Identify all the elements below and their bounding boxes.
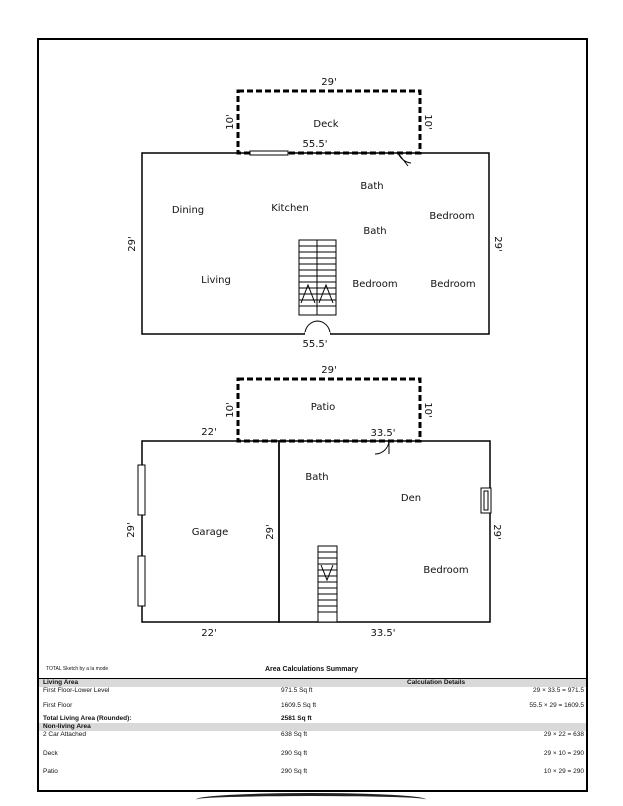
den-window [481,488,491,513]
row-calc: 29 × 33.5 = 971.5 [533,687,584,694]
room-label-deck: Deck [313,119,339,130]
sliding-door [250,151,288,155]
table-row [39,731,586,739]
lower-main-outline [279,441,490,622]
row-name: First Floor [43,702,73,709]
patio-width-dim: 29' [321,365,337,376]
nonliving-label: Non-living Area [43,723,91,730]
room-label-lower-bedroom: Bedroom [423,565,469,576]
garage-inner-depth-dim: 29' [265,524,276,540]
room-label-kitchen: Kitchen [271,203,309,214]
row-name: 2 Car Attached [43,731,86,738]
total-living-row [39,715,586,723]
garage-depth-dim: 29' [126,522,137,538]
room-label-dining: Dining [171,205,205,216]
row-area: 971.5 Sq ft [281,687,313,694]
deck-door-swing [398,153,411,166]
patio-door-swing [375,441,389,454]
living-area-header [39,678,586,687]
total-label: Total Living Area (Rounded): [43,715,132,722]
upper-right-depth-dim: 29' [492,236,503,252]
nonliving-area-header [39,723,586,731]
lower-bottom-width-dim: 33.5' [370,628,396,639]
room-label-lower-bath: Bath [305,472,329,483]
table-row [39,687,586,695]
row-calc: 10 × 29 = 290 [543,768,584,775]
lower-right-depth-dim: 29' [491,524,502,540]
page-bottom-edge [196,793,426,806]
row-area: 290 Sq ft [281,750,308,757]
room-label-garage: Garage [191,527,229,538]
deck-depth-right-dim: 10' [422,114,433,130]
room-label-den: Den [400,493,422,504]
room-label-bedroom: Bedroom [429,211,475,222]
living-area-label: Living Area [43,679,79,686]
row-area: 1609.5 Sq ft [281,702,317,709]
upper-left-depth-dim: 29' [127,236,138,252]
total-value: 2581 Sq ft [281,715,312,722]
lower-floor-plan [126,365,502,639]
row-name: Patio [43,768,58,775]
area-summary-table [39,664,586,775]
upper-stairs [299,240,336,315]
row-area: 638 Sq ft [281,731,308,738]
upper-top-width-dim: 55.5' [302,139,328,150]
garage-bottom-dim: 22' [201,628,217,639]
row-name: Deck [43,750,58,757]
table-row [39,695,586,711]
room-label-patio: Patio [310,402,336,413]
room-label-bath-2: Bath [363,226,387,237]
room-label-living: Living [201,275,231,286]
upper-floor-plan [127,77,503,350]
row-calc: 29 × 10 = 290 [543,750,584,757]
deck-depth-left-dim: 10' [225,114,236,130]
deck-width-dim: 29' [321,77,337,88]
lower-top-width-dim: 33.5' [370,428,396,439]
garage-top-dim: 22' [201,427,217,438]
front-door-opening [305,332,330,336]
table-row [39,739,586,757]
patio-depth-right-dim: 10' [422,402,433,418]
calc-details-label: Calculation Details [407,679,466,686]
row-calc: 55.5 × 29 = 1609.5 [529,702,584,709]
room-label-bath: Bath [360,181,384,192]
row-area: 290 Sq ft [281,768,308,775]
row-calc: 29 × 22 = 638 [543,731,584,738]
row-name: First Floor-Lower Level [43,687,110,694]
upper-bottom-width-dim: 55.5' [302,339,328,350]
sketch-credit: TOTAL Sketch by a la mode [46,666,109,672]
summary-title: Area Calculations Summary [265,666,358,673]
room-label-bedroom-2: Bedroom [352,279,398,290]
lower-stairs [318,546,337,622]
table-row [39,757,586,775]
garage-window-2 [138,556,145,606]
patio-depth-left-dim: 10' [225,402,236,418]
garage-window [138,465,145,515]
room-label-bedroom-3: Bedroom [430,279,476,290]
summary-header [39,664,586,678]
